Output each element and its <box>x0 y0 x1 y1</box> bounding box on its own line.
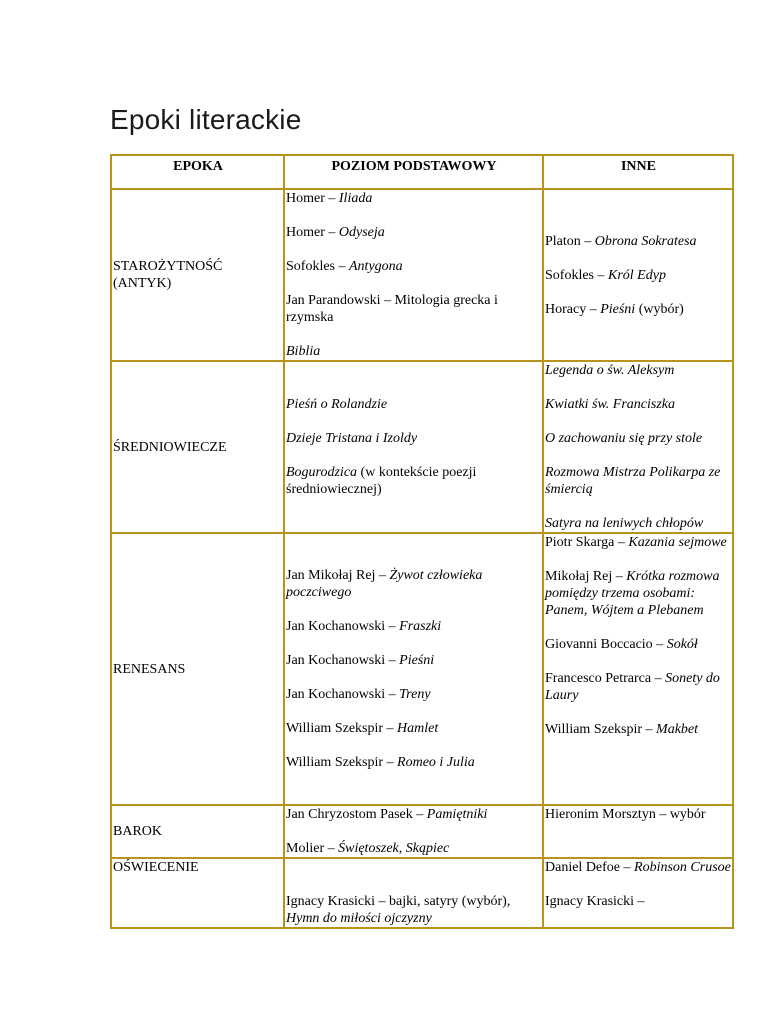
work-entry <box>286 464 542 498</box>
work-author: Mikołaj Rej – <box>545 569 627 584</box>
work-author: Ignacy Krasicki – <box>545 894 645 909</box>
work-author: Piotr Skarga – <box>545 535 629 550</box>
work-title: Hymn do miłości ojczyzny <box>286 911 432 926</box>
work-author: Jan Kochanowski – <box>286 619 400 634</box>
work-title: Hamlet <box>397 721 439 736</box>
work-title: Fraszki <box>399 619 442 634</box>
work-title: Obrona Sokratesa <box>594 233 697 249</box>
table-row <box>111 361 733 533</box>
work-author: Jan Chryzostom Pasek – <box>286 807 427 822</box>
epoch-cell <box>111 533 284 805</box>
work-title: Robinson Crusoe <box>634 860 731 875</box>
work-title: Pieśni <box>399 653 435 668</box>
epoch-name: OŚWIECENIE <box>113 860 199 875</box>
work-author: Homer – <box>286 191 339 206</box>
work-author: Molier – <box>286 841 339 856</box>
work-author: Sofokles – <box>286 259 349 274</box>
work-entry <box>286 652 542 669</box>
work-title: Świętoszek, Skąpiec <box>338 841 450 856</box>
work-entry <box>286 806 542 823</box>
work-title: Pieśń o Rolandzie <box>286 397 388 412</box>
basic-level-cell <box>284 189 543 361</box>
work-entry <box>286 686 542 703</box>
work-author: Daniel Defoe – <box>545 860 635 875</box>
epoch-cell <box>111 805 284 858</box>
epochs-table <box>110 154 734 929</box>
work-author: Horacy – <box>545 301 601 317</box>
work-author: Jan Parandowski – Mitologia grecka i rzymska <box>286 293 498 325</box>
table-row <box>111 533 733 805</box>
other-works-cell <box>543 858 733 928</box>
work-note: (wybór) <box>635 301 684 317</box>
work-author: William Szekspir – <box>545 722 657 737</box>
work-entry <box>545 859 732 876</box>
work-entry <box>286 840 542 857</box>
work-title: Satyra na leniwych chłopów <box>545 516 704 531</box>
work-entry <box>286 224 542 241</box>
work-title: Bogurodzica <box>286 465 358 480</box>
work-entry <box>545 430 732 447</box>
epoch-name: RENESANS <box>113 661 186 677</box>
work-entry <box>545 233 732 250</box>
epoch-cell <box>111 361 284 533</box>
other-works-cell <box>543 361 733 533</box>
work-entry <box>545 806 732 823</box>
work-title: Dzieje Tristana i Izoldy <box>286 431 418 446</box>
work-entry <box>286 754 542 771</box>
other-works-cell <box>543 533 733 805</box>
work-entry <box>286 430 542 447</box>
work-entry <box>545 893 732 910</box>
work-title: Sonety do Laury <box>545 671 720 703</box>
work-title: Odyseja <box>338 225 385 240</box>
epoch-cell <box>111 189 284 361</box>
work-author: William Szekspir – <box>286 755 398 770</box>
work-title: Żywot człowieka poczciwego <box>286 568 483 600</box>
work-title: Król Edyp <box>608 267 666 283</box>
work-title: Kazania sejmowe <box>628 535 727 550</box>
table-header-row <box>111 155 733 189</box>
work-author: Homer – <box>286 225 339 240</box>
work-title: Antygona <box>349 259 403 274</box>
work-entry <box>545 568 732 619</box>
work-title: Sokół <box>666 637 698 652</box>
page-title: Epoki literackie <box>110 104 302 135</box>
work-title: Romeo i Julia <box>397 755 475 770</box>
work-author: Jan Kochanowski – <box>286 687 400 702</box>
work-title: Legenda o św. Aleksym <box>545 363 675 378</box>
work-entry <box>545 396 732 413</box>
work-entry <box>286 893 542 927</box>
table-row <box>111 858 733 928</box>
work-entry <box>286 343 542 360</box>
work-entry <box>545 534 732 551</box>
header-cell-basic: POZIOM PODSTAWOWY <box>284 155 543 189</box>
work-note: (w kontekście poezji średniowiecznej) <box>286 465 477 497</box>
work-title: O zachowaniu się przy stole <box>545 431 703 446</box>
work-author: William Szekspir – <box>286 721 398 736</box>
work-entry <box>545 636 732 653</box>
work-author: Platon – <box>545 233 595 249</box>
work-entry <box>286 190 542 207</box>
other-works-cell <box>543 805 733 858</box>
work-entry <box>286 396 542 413</box>
work-author: Ignacy Krasicki – bajki, satyry (wybór), <box>286 894 511 909</box>
epoch-cell <box>111 858 284 928</box>
work-title: Rozmowa Mistrza Polikarpa ze śmiercią <box>545 465 721 497</box>
work-entry <box>545 721 732 738</box>
table-row <box>111 805 733 858</box>
basic-level-cell <box>284 361 543 533</box>
basic-level-cell <box>284 805 543 858</box>
work-title: Pieśni <box>600 301 636 317</box>
work-entry <box>545 267 732 284</box>
work-author: Jan Mikołaj Rej – <box>286 568 390 583</box>
work-entry <box>545 670 732 704</box>
work-entry <box>545 362 732 379</box>
work-title: Biblia <box>286 344 321 359</box>
other-works-cell <box>543 189 733 361</box>
work-entry <box>286 567 542 601</box>
header-cell-epoch: EPOKA <box>111 155 284 189</box>
work-entry <box>286 720 542 737</box>
work-entry <box>286 618 542 635</box>
work-entry <box>286 292 542 326</box>
work-title: Kwiatki św. Franciszka <box>545 397 676 412</box>
epoch-name: BAROK <box>113 824 163 839</box>
work-title: Treny <box>399 687 431 702</box>
header-cell-other: INNE <box>543 155 733 189</box>
epoch-name: ŚREDNIOWIECZE <box>113 439 227 455</box>
work-entry <box>545 464 732 498</box>
basic-level-cell <box>284 858 543 928</box>
work-author: Hieronim Morsztyn – wybór <box>545 807 706 822</box>
work-author: Francesco Petrarca – <box>545 671 666 686</box>
work-title: Krótka rozmowa pomiędzy trzema osobami: Panem, Wójtem a Plebanem <box>545 569 720 618</box>
epoch-name: STAROŻYTNOŚĆ (ANTYK) <box>113 259 223 291</box>
work-title: Makbet <box>656 722 699 737</box>
table-row <box>111 189 733 361</box>
basic-level-cell <box>284 533 543 805</box>
work-title: Pamiętniki <box>426 807 488 822</box>
work-entry <box>286 258 542 275</box>
work-entry <box>545 515 732 532</box>
work-title: Iliada <box>338 191 373 206</box>
work-author: Giovanni Boccacio – <box>545 637 667 652</box>
work-author: Jan Kochanowski – <box>286 653 400 668</box>
work-author: Sofokles – <box>545 267 608 283</box>
work-entry <box>545 301 732 318</box>
